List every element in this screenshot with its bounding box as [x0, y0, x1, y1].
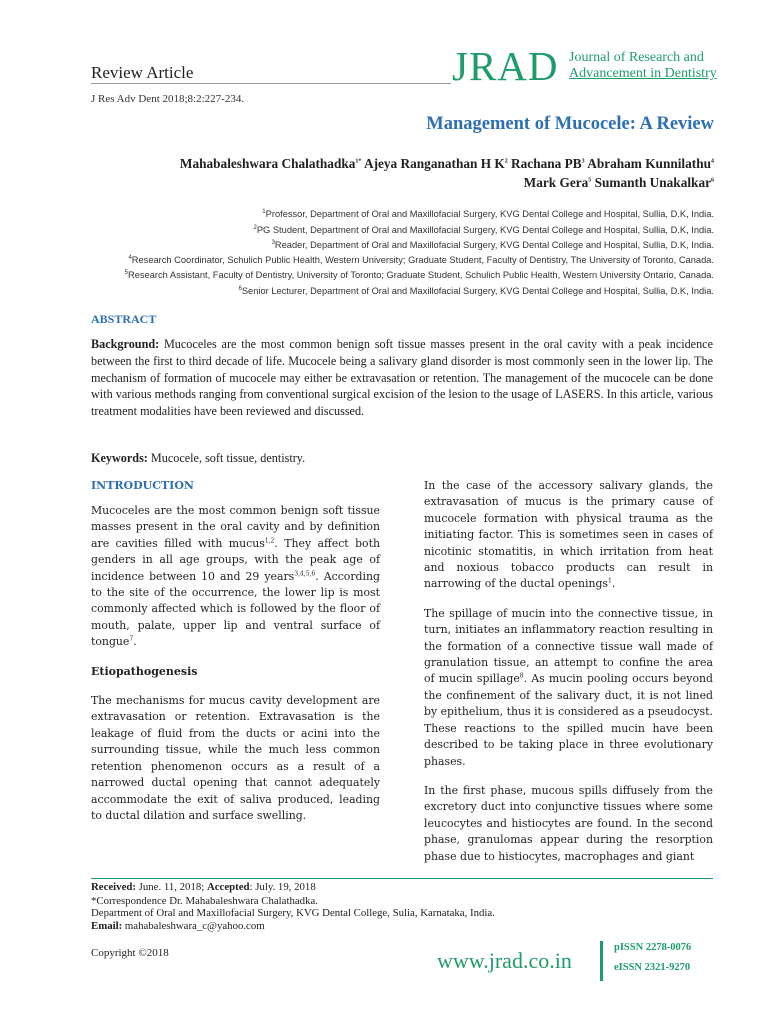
received-date: June. 11, 2018;	[135, 881, 207, 893]
paragraph: In the first phase, mucous spills diffusely from the excretory duct into conjunctive tissues where some leucocytes and histiocytes are found. In the second phase, granulomas appear during the resorption phase due to histiocytes, macrophages and giant	[424, 783, 713, 863]
affiliation-marker: 6	[238, 285, 242, 292]
affiliation	[272, 240, 714, 250]
paragraph	[91, 503, 380, 651]
background-label: Background:	[91, 337, 160, 351]
keywords	[91, 451, 713, 466]
accepted-date: : July. 19, 2018	[249, 881, 316, 893]
citation-marker: 1,2	[264, 537, 275, 545]
author-name: Mahabaleshwara Chalathadka	[179, 156, 356, 171]
author-name: Sumanth Unakalkar	[591, 175, 711, 190]
affiliation	[262, 209, 714, 219]
introduction-heading: INTRODUCTION	[91, 479, 194, 492]
paragraph-text: . They affect both genders in all age groups, with the peak age of incidence between 10 and 29 years	[91, 536, 381, 583]
paragraph-text: .	[133, 635, 137, 649]
footer-divider	[91, 878, 713, 879]
affiliation-text: Senior Lecturer, Department of Oral and Maxillofacial Surgery, KVG Dental College and Hospital, Sullia, D.K, India.	[241, 286, 714, 296]
etiopathogenesis-heading: Etiopathogenesis	[91, 664, 198, 678]
affiliation	[239, 286, 714, 296]
affiliation-text: Research Assistant, Faculty of Dentistry, University of Toronto; Graduate Student, Schulich Public Health, Western University Ontario, Canada.	[128, 270, 714, 280]
journal-name-line2[interactable]: Advancement in Dentistry	[569, 66, 717, 81]
correspondence: *Correspondence Dr. Mahabaleshwara Chalathadka.	[91, 895, 318, 907]
header-divider	[91, 83, 451, 84]
author-affiliation-marker: 1*	[355, 158, 362, 165]
affiliation	[125, 270, 714, 280]
correspondence-department: Department of Oral and Maxillofacial Surgery, KVG Dental College, Sulia, Karnataka, India.	[91, 907, 495, 919]
email-address[interactable]: mahabaleshwara_c@yahoo.com	[122, 920, 265, 932]
right-column	[424, 478, 713, 878]
author-name: Mark Gera	[523, 175, 589, 190]
paragraph-text: . As mucin pooling occurs beyond the confinement of the salivary duct, it is not lined by epithelium, thus it is considered as a pseudocyst. These reactions to the spilled mucin have been described to be taking place in three evolutionary phases.	[424, 672, 713, 768]
author-name: Rachana PB	[507, 156, 582, 171]
keywords-text: Mucocele, soft tissue, dentistry.	[147, 451, 306, 465]
journal-website-link[interactable]: www.jrad.co.in	[437, 948, 572, 973]
left-column	[91, 503, 380, 837]
citation: J Res Adv Dent 2018;8:2:227-234.	[91, 93, 245, 105]
author-affiliation-marker: 2	[504, 158, 508, 165]
paragraph-text: Mucoceles are the most common benign soft tissue masses present in the oral cavity and by definition are cavities filled with mucus	[91, 504, 380, 550]
keywords-label: Keywords:	[91, 451, 148, 465]
affiliation-marker: 1	[262, 208, 266, 215]
affiliation-marker: 3	[271, 239, 275, 246]
author-name: Abraham Kunnilathu	[584, 156, 711, 171]
affiliation	[128, 255, 714, 265]
received-accepted-dates	[91, 881, 316, 893]
paragraph-text: . According to the site of the occurrence, the lower lip is most commonly affected which is followed by the floor of mouth, palate, upper lip and ventral surface of tongue	[91, 569, 380, 649]
journal-name-line1: Journal of Research and	[569, 50, 704, 65]
accepted-label: Accepted	[206, 881, 250, 893]
paragraph-text: .	[611, 577, 616, 591]
affiliation	[254, 225, 715, 235]
citation-marker: 1	[608, 577, 612, 585]
author-list-line1	[180, 156, 714, 172]
email-label: Email:	[91, 920, 123, 932]
affiliation-marker: 5	[124, 269, 129, 276]
affiliation-text: PG Student, Department of Oral and Maxillofacial Surgery, KVG Dental College and Hospital, Sullia, D.K, India.	[256, 225, 714, 235]
correspondence-email	[91, 920, 265, 932]
citation-marker: 8	[519, 672, 524, 680]
article-type-label: Review Article	[91, 63, 194, 82]
author-name: Ajeya Ranganathan H K	[361, 156, 505, 171]
paragraph: The mechanisms for mucus cavity development are extravasation or retention. Extravasation is the leakage of fluid from the ducts or acini into the surrounding tissue, while the much less common retention phenomenon occurs as a result of a narrowed ductal opening that cannot adequately accommodate the exit of saliva produced, leading to ductal dilation and surface swelling.	[91, 694, 380, 822]
affiliation-marker: 4	[128, 254, 132, 261]
author-affiliation-marker: 5	[588, 177, 592, 184]
affiliation-marker: 2	[253, 224, 257, 231]
author-affiliation-marker: 4	[711, 158, 714, 165]
affiliation-text: Professor, Department of Oral and Maxillofacial Surgery, KVG Dental College and Hospital, Sullia, D.K, India.	[265, 209, 714, 219]
article-title: Management of Mucocele: A Review	[426, 114, 714, 134]
abstract-background	[91, 336, 713, 420]
abstract-heading: ABSTRACT	[91, 312, 157, 326]
citation-marker: 3,4,5,6	[294, 570, 316, 577]
print-issn: pISSN 2278-0076	[614, 942, 692, 953]
paragraph-text: The spillage of mucin into the connective tissue, in turn, initiates an inflammatory reaction resulting in the formation of a connective tissue wall made of granulation tissue, an attempt to confine the area of mucin spillage	[424, 606, 713, 686]
author-affiliation-marker: 3	[581, 158, 585, 165]
affiliation-text: Research Coordinator, Schulich Public Health, Western University; Graduate Student, Faculty of Dentistry, The University of Toronto, Canada.	[131, 255, 714, 265]
background-text: Mucoceles are the most common benign soft tissue masses present in the oral cavity with a peak incidence between the first to third decade of life. Mucocele being a salivary gland disorder is most commonly seen in the lower lip. The mechanism of formation of mucocele may either be extravasation or retention. The management of the mucocele can be done with various methods ranging from conventional surgical excision of the lesion to the usage of LASERS. In this article, various treatment modalities have been reviewed and discussed.	[91, 337, 713, 419]
paragraph-text: In the case of the accessory salivary glands, the extravasation of mucus is the primary cause of mucocele formation with physical trauma as the initiating factor. This is sometimes seen in cases of nicotinic stomatitis, in which irritation from heat and noxious tobacco products can result in narrowing of the ductal openings	[424, 479, 713, 591]
copyright: Copyright ©2018	[91, 947, 169, 959]
paragraph	[424, 478, 713, 593]
journal-logo: JRAD	[452, 43, 559, 89]
affiliation-text: Reader, Department of Oral and Maxillofacial Surgery, KVG Dental College and Hospital, Sullia, D.K, India.	[274, 240, 714, 250]
issn-accent-bar	[600, 941, 603, 981]
citation-marker: 7	[129, 635, 134, 643]
electronic-issn: eISSN 2321-9270	[614, 962, 691, 973]
paragraph	[424, 606, 713, 770]
author-list-line2	[524, 175, 714, 191]
received-label: Received:	[91, 881, 136, 893]
author-affiliation-marker: 6	[711, 177, 714, 184]
